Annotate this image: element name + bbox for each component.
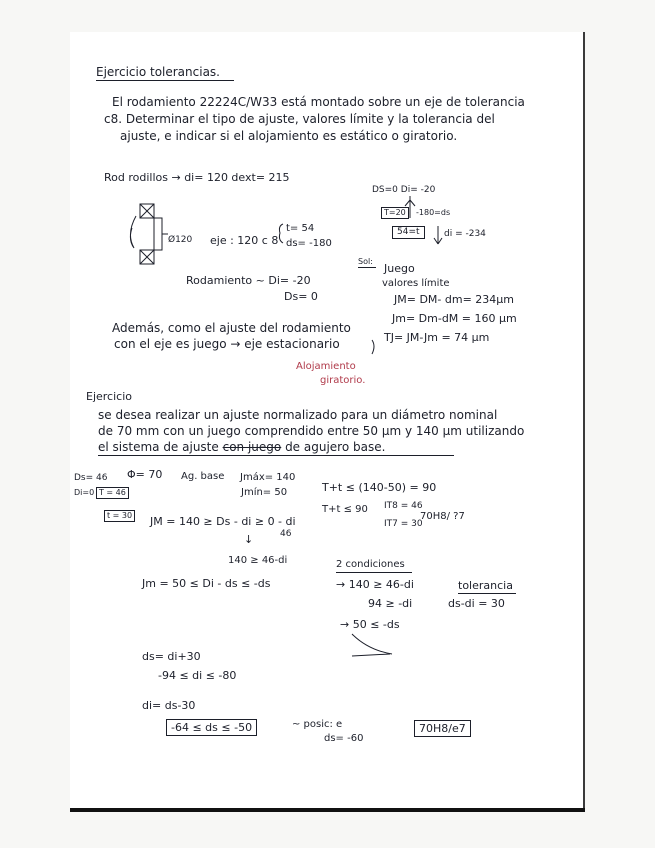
ds-eq: ds= di+30 xyxy=(142,650,201,663)
page-title: Ejercicio tolerancias. xyxy=(96,65,220,79)
tol-underline xyxy=(458,593,516,594)
cond1: → 140 ≥ 46-di xyxy=(336,578,414,591)
shaft-label: eje : 120 c 8 xyxy=(210,234,279,247)
shaft-t: t= 54 xyxy=(286,223,315,234)
t46: T = 46 xyxy=(96,487,129,499)
cond2: 94 ≥ -di xyxy=(368,597,413,610)
problem1-line1: El rodamiento 22224C/W33 está montado sobre un eje de tolerancia xyxy=(112,95,525,109)
arrow-down: ↓ xyxy=(244,533,254,546)
bearing-ds: Ds= 0 xyxy=(284,290,318,303)
it8: IT8 = 46 xyxy=(384,501,423,511)
posic: ~ posic: e xyxy=(292,719,343,730)
t-sum2: T+t ≤ 90 xyxy=(322,504,368,515)
zone-top: DS=0 Di= -20 xyxy=(372,185,436,195)
sol-underline xyxy=(358,267,376,268)
jm-eq: JM = 140 ≥ Ds - di ≥ 0 - di xyxy=(150,515,296,528)
sol-label: Sol: xyxy=(358,257,373,266)
di-eq: di= ds-30 xyxy=(142,699,196,712)
ejercicio2-line2: de 70 mm con un juego comprendido entre 50 μm y 140 μm utilizando xyxy=(98,424,525,438)
jmax: Jmáx= 140 xyxy=(240,472,296,483)
ejercicio2-struck: con juego xyxy=(222,440,282,454)
ejercicio2-line3 xyxy=(98,441,385,453)
ejercicio2-line3a: el sistema de ajuste xyxy=(98,440,219,454)
sol-jm-min: Jm= Dm-dM = 160 μm xyxy=(392,312,517,325)
cond3: → 50 ≤ -ds xyxy=(340,618,400,631)
zone-ds: -180=ds xyxy=(416,208,451,217)
ineq1: 140 ≥ 46-di xyxy=(228,555,288,566)
di0: Di=0 xyxy=(74,488,95,497)
n46: 46 xyxy=(280,529,292,539)
jm-min-eq: Jm = 50 ≤ Di - ds ≤ -ds xyxy=(142,577,271,590)
phi70: Φ= 70 xyxy=(127,468,163,481)
ejercicio2-title: Ejercicio xyxy=(86,390,132,403)
t-sum: T+t ≤ (140-50) = 90 xyxy=(322,481,437,494)
bearing-di: Rodamiento ~ Di= -20 xyxy=(186,274,311,287)
rod-line: Rod rodillos → di= 120 dext= 215 xyxy=(104,171,290,184)
alojamiento-line1: Alojamiento xyxy=(296,361,356,372)
fit-guess: 70H8/ ?7 xyxy=(420,511,465,522)
jmin: Jmín= 50 xyxy=(241,487,288,498)
two-cond-underline xyxy=(336,572,412,573)
zone-di: di = -234 xyxy=(444,229,486,239)
ds46: Ds= 46 xyxy=(74,473,108,483)
problem1-line2: c8. Determinar el tipo de ajuste, valores límite y la tolerancia del xyxy=(104,112,495,126)
ag-base: Ag. base xyxy=(181,471,225,482)
it7: IT7 = 30 xyxy=(384,519,423,529)
tol-label: tolerancia xyxy=(458,579,513,592)
ds-range: -64 ≤ ds ≤ -50 xyxy=(166,719,257,736)
sol-valores: valores límite xyxy=(382,278,450,289)
ejercicio2-line3b: de agujero base. xyxy=(285,440,386,454)
ejercicio2-line1: se desea realizar un ajuste normalizado para un diámetro nominal xyxy=(98,408,498,422)
tol-eq: ds-di = 30 xyxy=(448,597,505,610)
sol-jm-max: JM= DM- dm= 234μm xyxy=(394,293,514,306)
two-cond: 2 condiciones xyxy=(336,559,405,570)
zone-box-54: 54=t xyxy=(392,226,425,239)
ejercicio2-underline xyxy=(98,455,454,456)
zone-box-t: T=20 xyxy=(381,207,409,219)
ds-60: ds= -60 xyxy=(324,733,364,744)
di-range: -94 ≤ di ≤ -80 xyxy=(158,669,237,682)
t30: t = 30 xyxy=(104,510,135,522)
diameter-label: Ø120 xyxy=(168,235,193,245)
alojamiento-line2: giratorio. xyxy=(320,375,366,386)
ademas-line1: Además, como el ajuste del rodamiento xyxy=(112,321,351,335)
problem1-line3: ajuste, e indicar si el alojamiento es estático o giratorio. xyxy=(120,129,458,143)
sol-tj: TJ= JM-Jm = 74 μm xyxy=(384,331,490,344)
ademas-line2: con el eje es juego → eje estacionario xyxy=(114,337,340,351)
final-fit: 70H8/e7 xyxy=(414,720,471,737)
sol-juego: Juego xyxy=(384,262,415,275)
shaft-ds: ds= -180 xyxy=(286,238,332,249)
